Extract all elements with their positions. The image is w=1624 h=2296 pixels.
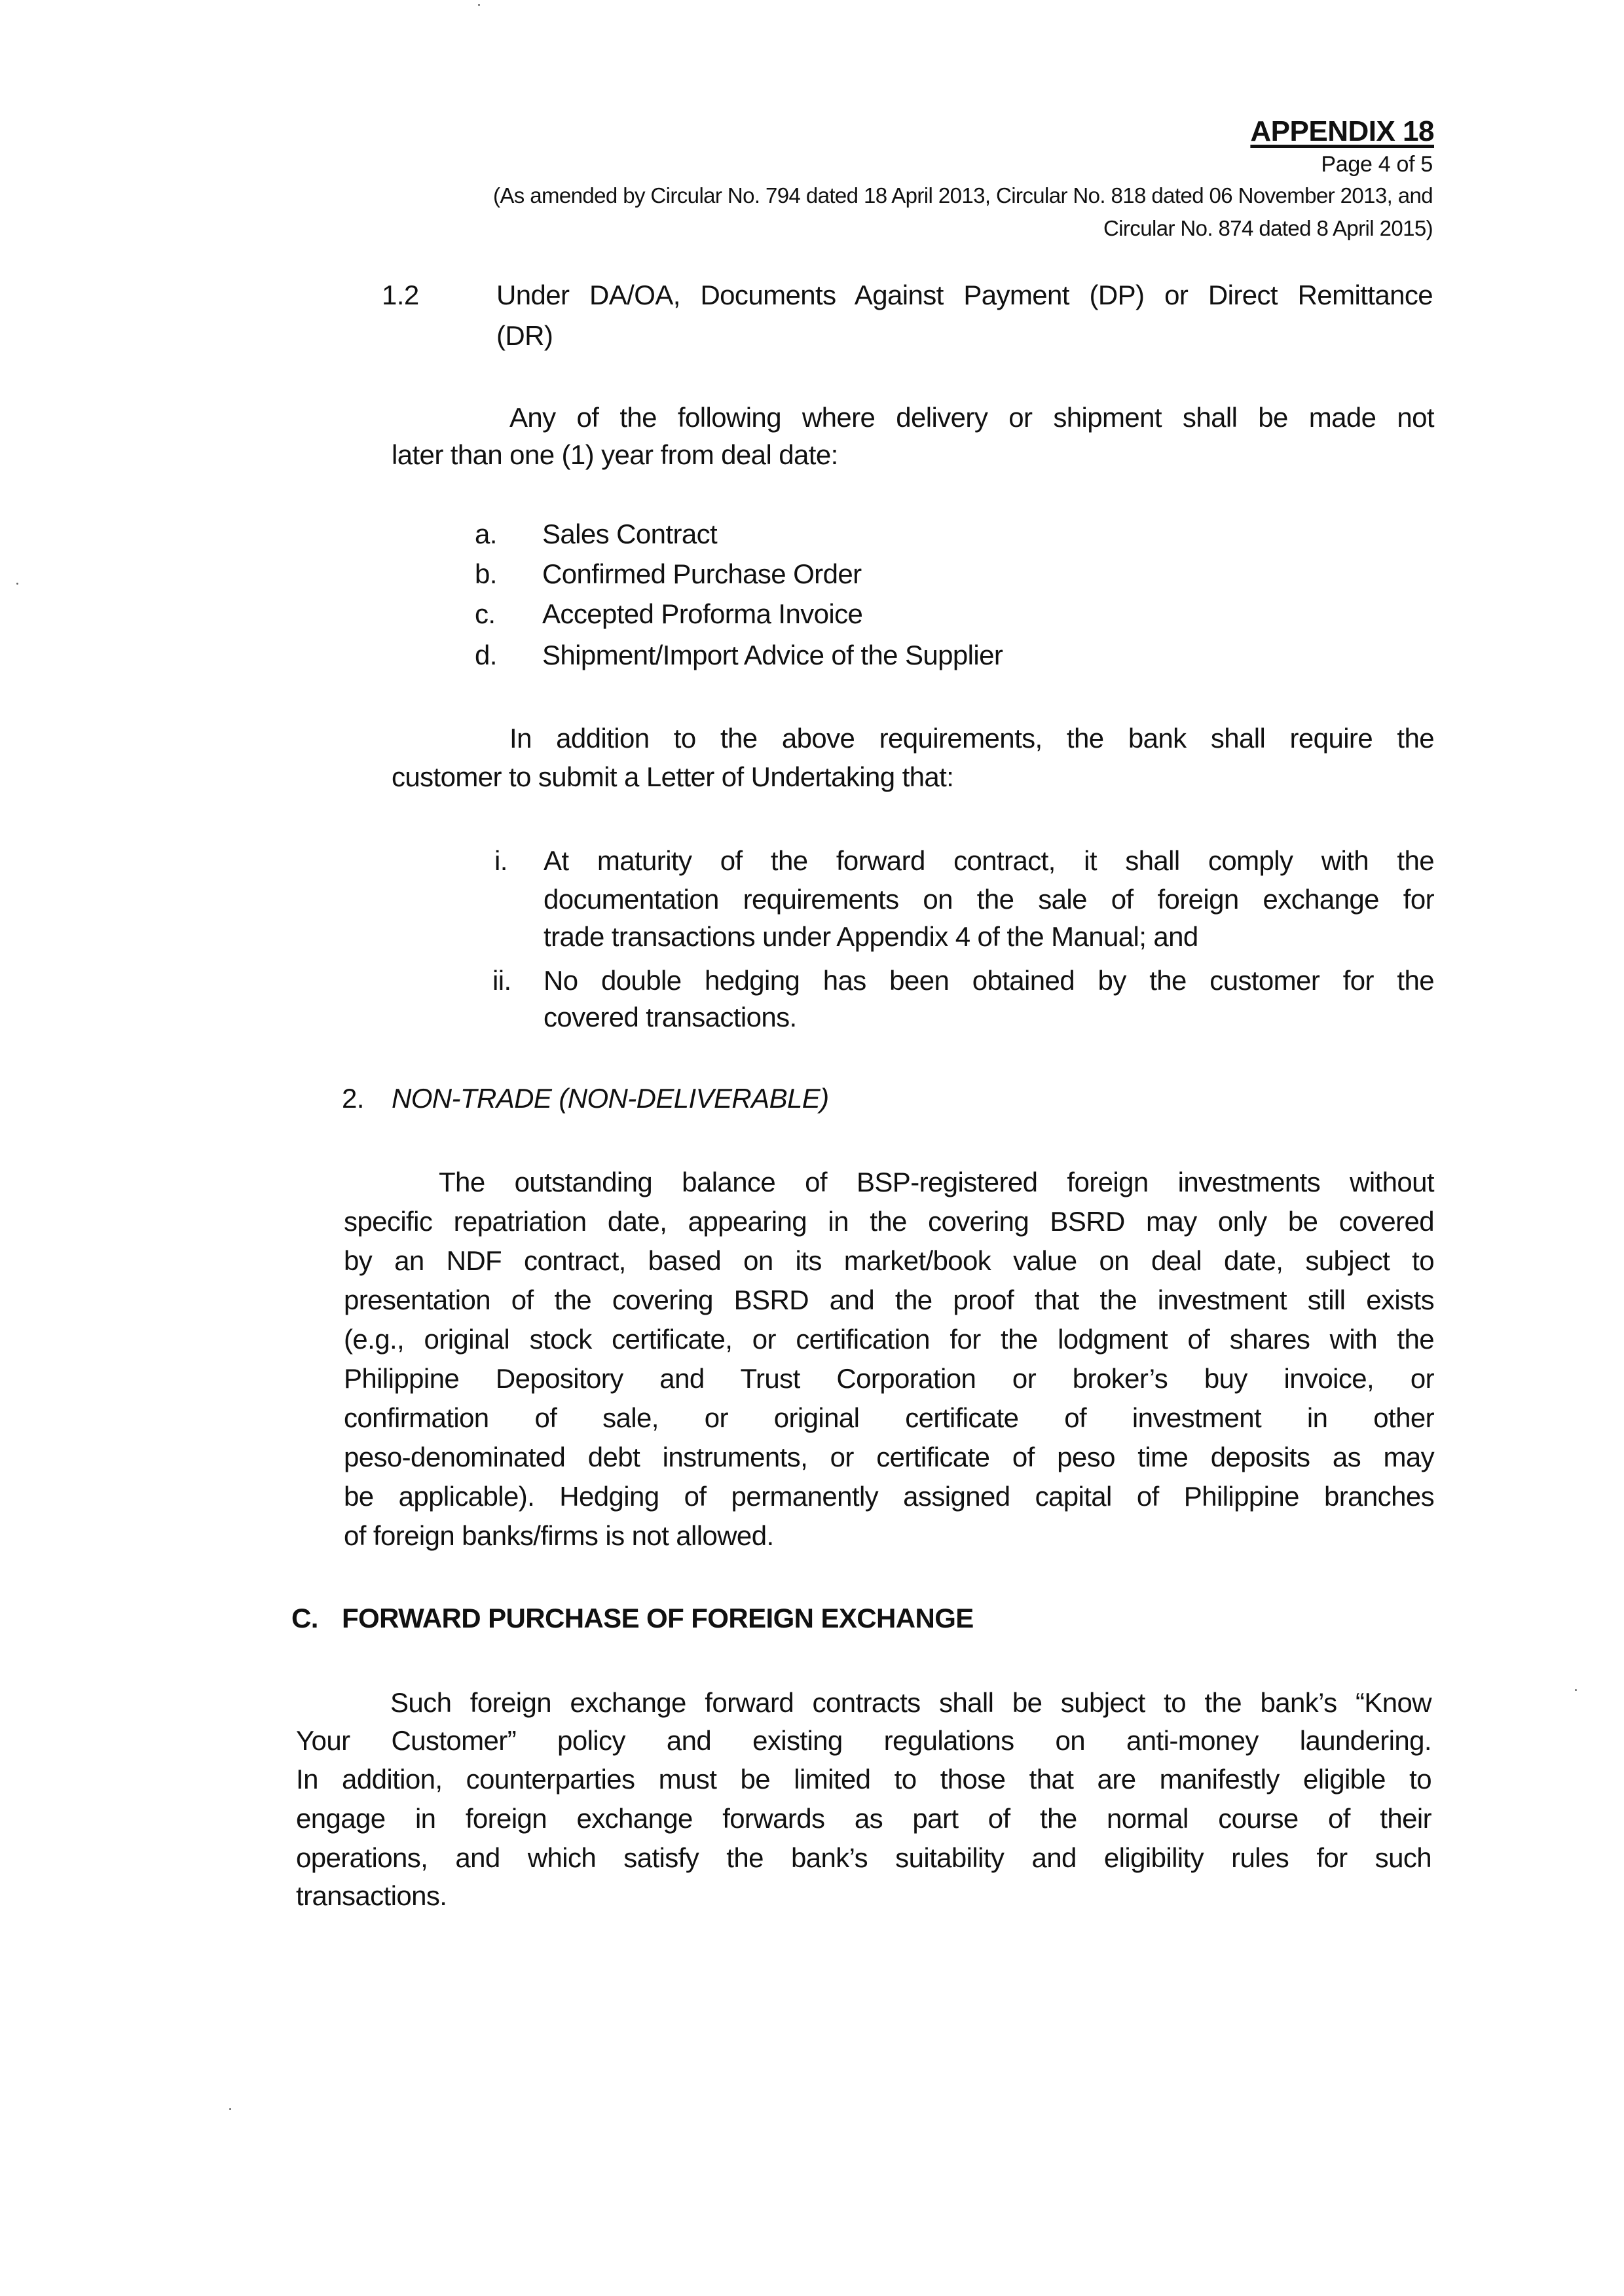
paragraph-line: Any of the following where delivery or shipment shall be made not <box>509 402 1434 433</box>
list-marker: ii. <box>492 965 511 996</box>
paragraph-line: peso-denominated debt instruments, or certificate of peso time deposits as may <box>344 1442 1434 1472</box>
list-item-line: At maturity of the forward contract, it shall comply with the <box>544 845 1434 876</box>
list-item: Shipment/Import Advice of the Supplier <box>542 640 1003 670</box>
list-item-line: documentation requirements on the sale of foreign exchange for <box>544 884 1434 915</box>
paragraph-line: be applicable). Hedging of permanently assigned capital of Philippine branches <box>344 1481 1434 1512</box>
scan-speck <box>478 4 480 6</box>
paragraph-line: customer to submit a Letter of Undertaking that: <box>392 761 954 792</box>
paragraph-line: (e.g., original stock certificate, or certification for the lodgment of shares with the <box>344 1324 1434 1355</box>
paragraph-line: Your Customer” policy and existing regulations on anti-money laundering. <box>296 1725 1431 1756</box>
paragraph-line: confirmation of sale, or original certificate of investment in other <box>344 1402 1434 1433</box>
list-marker: i. <box>494 845 507 876</box>
paragraph-line: presentation of the covering BSRD and the proof that the investment still exists <box>344 1285 1434 1315</box>
section-number: 2. <box>342 1083 364 1114</box>
section-title: NON-TRADE (NON-DELIVERABLE) <box>392 1083 829 1114</box>
page-indicator: Page 4 of 5 <box>1321 152 1433 177</box>
list-marker: c. <box>475 598 496 629</box>
scan-speck <box>1575 1689 1577 1691</box>
list-item-line: covered transactions. <box>544 1002 797 1032</box>
list-marker: b. <box>475 558 497 589</box>
paragraph-line: Such foreign exchange forward contracts shall be subject to the bank’s “Know <box>390 1687 1431 1718</box>
list-marker: a. <box>475 519 497 549</box>
list-marker: d. <box>475 640 497 670</box>
section-letter: C. <box>291 1603 318 1633</box>
section-title-line: Under DA/OA, Documents Against Payment (DP) or Direct Remittance <box>496 280 1433 310</box>
paragraph-line: transactions. <box>296 1880 447 1911</box>
section-title: FORWARD PURCHASE OF FOREIGN EXCHANGE <box>342 1603 974 1633</box>
paragraph-line: later than one (1) year from deal date: <box>392 439 838 470</box>
section-title-line: (DR) <box>496 320 553 351</box>
paragraph-line: The outstanding balance of BSP-registered foreign investments without <box>439 1167 1434 1197</box>
amendment-note-line-2: Circular No. 874 dated 8 April 2015) <box>1103 216 1433 240</box>
list-item-line: No double hedging has been obtained by the customer for the <box>544 965 1434 996</box>
appendix-title: APPENDIX 18 <box>1250 115 1434 147</box>
paragraph-line: In addition, counterparties must be limited to those that are manifestly eligible to <box>296 1764 1431 1795</box>
list-item: Accepted Proforma Invoice <box>542 598 863 629</box>
paragraph-line: of foreign banks/firms is not allowed. <box>344 1520 774 1551</box>
paragraph-line: engage in foreign exchange forwards as part of the normal course of their <box>296 1803 1431 1834</box>
list-item-line: trade transactions under Appendix 4 of the Manual; and <box>544 921 1198 952</box>
paragraph-line: by an NDF contract, based on its market/book value on deal date, subject to <box>344 1245 1434 1276</box>
amendment-note-line-1: (As amended by Circular No. 794 dated 18 April 2013, Circular No. 818 dated 06 November 2013, and <box>492 183 1433 208</box>
list-item: Sales Contract <box>542 519 718 549</box>
paragraph-line: Philippine Depository and Trust Corporation or broker’s buy invoice, or <box>344 1363 1434 1394</box>
paragraph-line: operations, and which satisfy the bank’s suitability and eligibility rules for such <box>296 1842 1431 1873</box>
list-item: Confirmed Purchase Order <box>542 558 862 589</box>
paragraph-line: specific repatriation date, appearing in the covering BSRD may only be covered <box>344 1206 1434 1237</box>
section-number: 1.2 <box>382 280 419 310</box>
paragraph-line: In addition to the above requirements, the bank shall require the <box>509 723 1434 754</box>
scan-speck <box>16 583 18 585</box>
scan-speck <box>229 2108 231 2110</box>
